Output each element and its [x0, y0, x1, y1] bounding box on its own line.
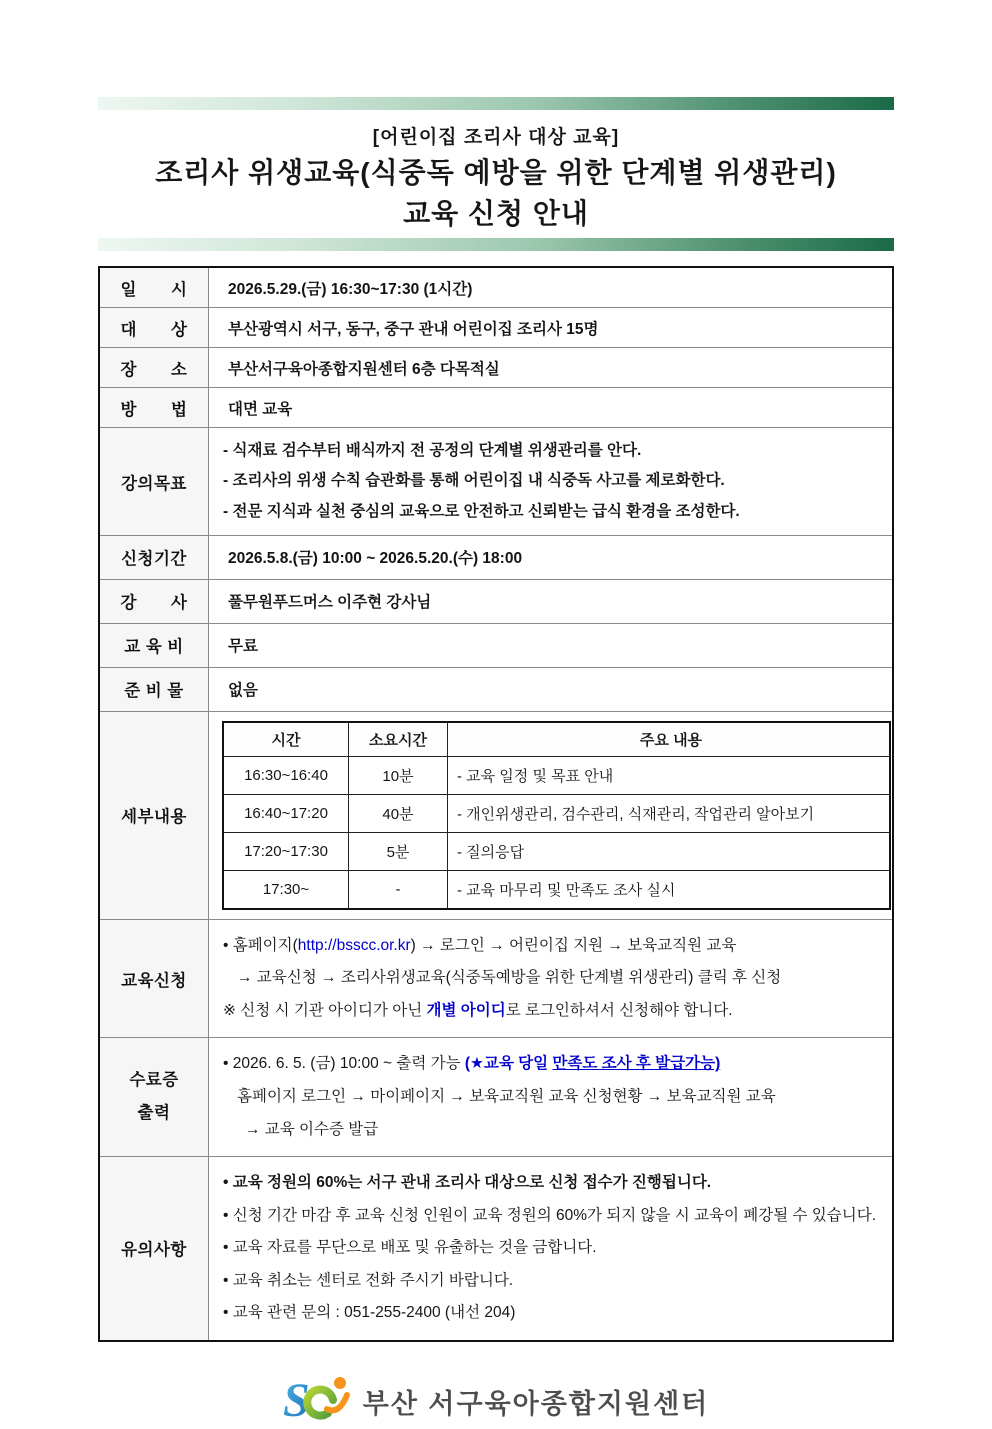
row-value-certificate — [209, 1038, 894, 1157]
svg-text:S: S — [282, 1373, 310, 1427]
apply-line3-emphasis: 개별 아이디 — [426, 1001, 506, 1019]
notes-bullet-1: • 교육 정원의 60%는 서구 관내 조리사 대상으로 신청 접수가 진행됩니다. — [223, 1174, 712, 1192]
schedule-cell-content: - 질의응답 — [448, 832, 891, 870]
schedule-cell-time: 16:40~17:20 — [223, 794, 349, 832]
top-gradient-bar — [98, 97, 894, 110]
certificate-line-2: 홈페이지 로그인 → 마이페이지 → 보육교직원 교육 신청현황 → 보육교직원 교육 — [237, 1088, 776, 1106]
schedule-table — [222, 721, 891, 910]
row-label-supplies: 준 비 물 — [99, 667, 209, 711]
bottom-gradient-bar — [98, 238, 894, 251]
schedule-cell-time: 16:30~16:40 — [223, 756, 349, 794]
table-row-method — [99, 388, 893, 428]
apply-line3-post: 로 로그인하셔서 신청해야 합니다. — [505, 1001, 733, 1019]
row-value-instructor: 풀무원푸드머스 이주현 강사님 — [209, 579, 894, 623]
schedule-header-content: 주요 내용 — [448, 722, 891, 757]
schedule-row — [223, 756, 890, 794]
schedule-row — [223, 870, 890, 909]
goal-line: - 조리사의 위생 수칙 습관화를 통해 어린이집 내 식중독 사고를 제로화한다. — [223, 472, 725, 490]
row-label-apply: 교육신청 — [99, 919, 209, 1038]
schedule-row — [223, 794, 890, 832]
table-row-supplies — [99, 667, 893, 711]
table-row-datetime — [99, 267, 893, 308]
apply-line-3 — [223, 995, 880, 1028]
schedule-row — [223, 832, 890, 870]
row-value-goal — [209, 428, 894, 536]
apply-line-1 — [223, 930, 880, 963]
schedule-cell-content: - 교육 일정 및 목표 안내 — [448, 756, 891, 794]
apply-line1-post: ) → 로그인 → 어린이집 지원 → 보육교직원 교육 — [410, 936, 737, 954]
row-label-certificate — [99, 1038, 209, 1157]
row-label-period: 신청기간 — [99, 535, 209, 579]
row-value-datetime: 2026.5.29.(금) 16:30~17:30 (1시간) — [209, 267, 894, 308]
row-value-apply — [209, 919, 894, 1038]
certificate-line-3: → 교육 이수증 발급 — [245, 1120, 379, 1138]
title-block — [98, 110, 894, 238]
table-row-instructor — [99, 579, 893, 623]
certificate-line1-emphasis: (★교육 당일 — [464, 1055, 553, 1073]
info-table — [98, 266, 894, 1342]
table-row-certificate — [99, 1038, 893, 1157]
apply-line1-pre: • 홈페이지( — [223, 936, 298, 954]
table-row-place — [99, 348, 893, 388]
row-label-schedule: 세부내용 — [99, 711, 209, 919]
footer — [98, 1374, 894, 1429]
row-label-fee: 교 육 비 — [99, 623, 209, 667]
table-row-goal — [99, 428, 893, 536]
schedule-cell-duration: 40분 — [349, 794, 448, 832]
notes-bullet-2: • 신청 기간 마감 후 교육 신청 인원이 교육 정원의 60%가 되지 않을 시 교육이 폐강될 수 있습니다. — [223, 1206, 876, 1224]
schedule-header-time: 시간 — [223, 722, 349, 757]
document-title-line1: 조리사 위생교육(식중독 예방을 위한 단계별 위생관리) — [155, 157, 837, 188]
schedule-cell-content: - 개인위생관리, 검수관리, 식재관리, 작업관리 알아보기 — [448, 794, 891, 832]
certificate-line1-underline: 만족도 조사 후 발급가능) — [552, 1055, 721, 1073]
row-label-goal: 강의목표 — [99, 428, 209, 536]
table-row-notes — [99, 1157, 893, 1341]
row-label-datetime: 일 시 — [99, 267, 209, 308]
table-row-schedule — [99, 711, 893, 919]
table-row-target — [99, 308, 893, 348]
notes-bullet-3: • 교육 자료를 무단으로 배포 및 유출하는 것을 금합니다. — [223, 1239, 597, 1257]
certificate-line-1 — [223, 1048, 880, 1081]
table-row-fee — [99, 623, 893, 667]
schedule-header-row — [223, 722, 890, 757]
goal-line: - 전문 지식과 실천 중심의 교육으로 안전하고 신뢰받는 급식 환경을 조성한다. — [223, 502, 740, 520]
row-label-notes: 유의사항 — [99, 1157, 209, 1341]
row-value-target: 부산광역시 서구, 동구, 중구 관내 어린이집 조리사 15명 — [209, 308, 894, 348]
schedule-cell-duration: 10분 — [349, 756, 448, 794]
schedule-cell-time: 17:30~ — [223, 870, 349, 909]
table-row-period — [99, 535, 893, 579]
row-value-supplies: 없음 — [209, 667, 894, 711]
row-label-instructor: 강 사 — [99, 579, 209, 623]
row-label-place: 장 소 — [99, 348, 209, 388]
document-title-line2: 교육 신청 안내 — [403, 197, 589, 229]
schedule-cell-content: - 교육 마무리 및 만족도 조사 실시 — [448, 870, 891, 909]
schedule-header-duration: 소요시간 — [349, 722, 448, 757]
row-value-fee: 무료 — [209, 623, 894, 667]
row-value-schedule — [209, 711, 894, 919]
center-logo-icon — [283, 1374, 355, 1429]
row-label-method: 방 법 — [99, 388, 209, 428]
certificate-line1-pre: • 2026. 6. 5. (금) 10:00 ~ 출력 가능 — [223, 1055, 465, 1073]
row-label-target: 대 상 — [99, 308, 209, 348]
row-value-method: 대면 교육 — [209, 388, 894, 428]
certificate-label-line2: 출력 — [137, 1104, 171, 1123]
schedule-cell-duration: 5분 — [349, 832, 448, 870]
schedule-cell-duration: - — [349, 870, 448, 909]
row-value-place: 부산서구육아종합지원센터 6층 다목적실 — [209, 348, 894, 388]
homepage-link[interactable]: http://bsscc.or.kr — [297, 936, 411, 954]
apply-line-2: → 교육신청 → 조리사위생교육(식중독예방을 위한 단계별 위생관리) 클릭 후 신청 — [237, 969, 782, 987]
row-value-period: 2026.5.8.(금) 10:00 ~ 2026.5.20.(수) 18:00 — [209, 535, 894, 579]
apply-line3-pre: ※ 신청 시 기관 아이디가 아닌 — [223, 1001, 427, 1019]
notes-bullet-4: • 교육 취소는 센터로 전화 주시기 바랍니다. — [223, 1271, 514, 1289]
goal-line: - 식재료 검수부터 배식까지 전 공정의 단계별 위생관리를 안다. — [223, 442, 642, 460]
center-logo-text: 부산 서구육아종합지원센터 — [362, 1388, 710, 1419]
table-row-apply — [99, 919, 893, 1038]
document-subtitle: [어린이집 조리사 대상 교육] — [372, 127, 620, 148]
notes-bullet-5: • 교육 관련 문의 : 051-255-2400 (내선 204) — [223, 1304, 516, 1322]
certificate-label-line1: 수료증 — [129, 1071, 179, 1090]
row-value-notes — [209, 1157, 894, 1341]
schedule-cell-time: 17:20~17:30 — [223, 832, 349, 870]
